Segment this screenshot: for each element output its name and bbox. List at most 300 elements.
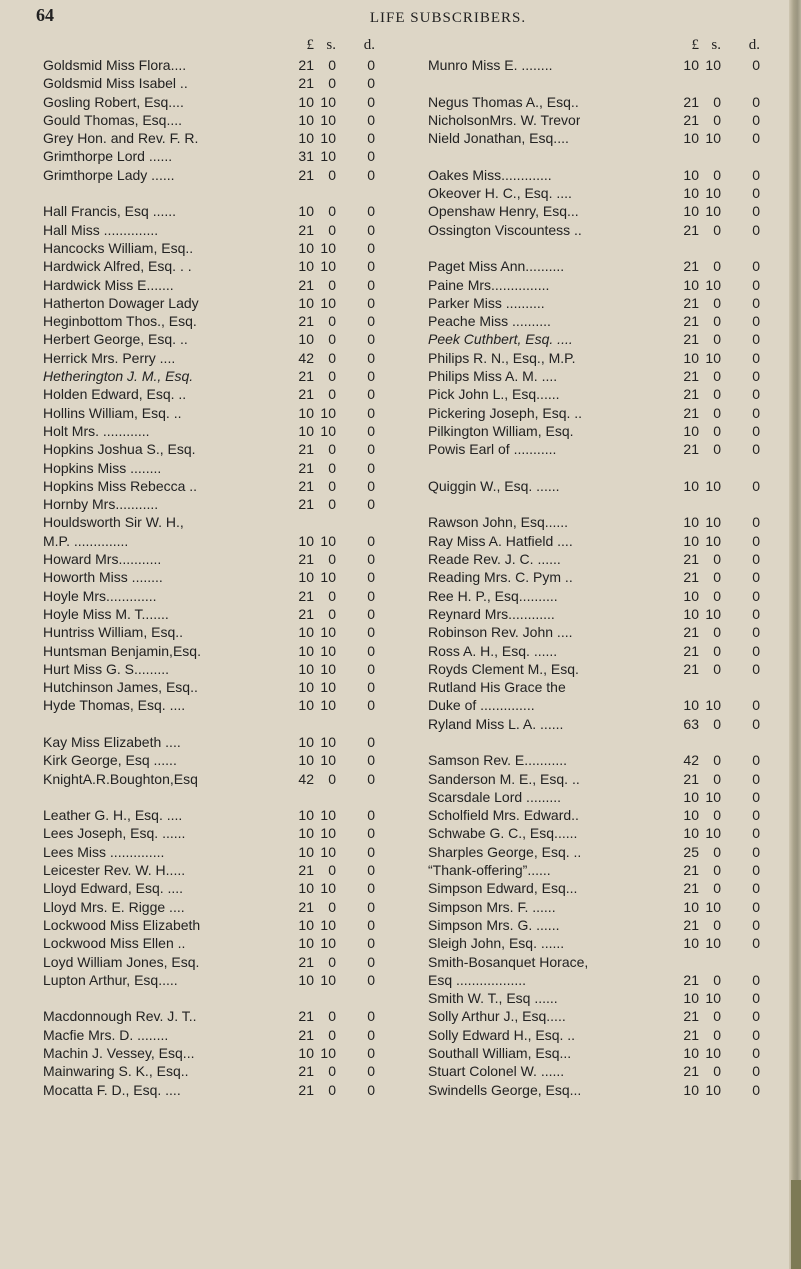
subscriber-row <box>43 843 375 861</box>
pounds-amount: 21 <box>298 368 314 385</box>
subscriber-name: Ray Miss A. Hatfield .... <box>428 532 573 549</box>
subscriber-row <box>428 93 760 111</box>
pence-amount: 0 <box>367 1081 375 1098</box>
subscriber-name: Paine Mrs............... <box>428 276 550 293</box>
shillings-amount: 0 <box>328 953 336 970</box>
pounds-amount: 21 <box>298 898 314 915</box>
pounds-amount: 10 <box>683 477 699 494</box>
subscriber-name: Hopkins Miss ........ <box>43 459 162 476</box>
subscriber-name: Negus Thomas A., Esq.. <box>428 93 579 110</box>
subscriber-row <box>428 568 760 586</box>
subscriber-name: Sanderson M. E., Esq. .. <box>428 770 580 787</box>
shillings-amount: 10 <box>320 660 336 677</box>
running-head: LIFE SUBSCRIBERS. <box>369 10 527 26</box>
pence-amount: 0 <box>752 715 760 732</box>
pounds-amount: 31 <box>298 148 314 165</box>
pence-amount: 0 <box>752 862 760 879</box>
shillings-amount: 0 <box>713 807 721 824</box>
left-column <box>43 37 375 1099</box>
shillings-amount: 0 <box>713 551 721 568</box>
shillings-amount: 10 <box>320 752 336 769</box>
shillings-amount: 10 <box>320 93 336 110</box>
subscriber-row <box>43 56 375 74</box>
subscriber-name: Hetherington J. M., Esq. <box>43 368 194 385</box>
pounds-amount: 21 <box>683 624 699 641</box>
pounds-amount: 10 <box>298 916 314 933</box>
pounds-amount: 10 <box>683 697 699 714</box>
subscriber-row <box>428 184 760 202</box>
subscriber-row <box>43 166 375 184</box>
shillings-amount: 0 <box>328 1063 336 1080</box>
subscriber-name: Hopkins Joshua S., Esq. <box>43 441 196 458</box>
shillings-amount: 0 <box>328 441 336 458</box>
pence-amount: 0 <box>752 532 760 549</box>
shillings-amount: 10 <box>320 843 336 860</box>
pounds-amount: 10 <box>683 203 699 220</box>
subscriber-name: Royds Clement M., Esq. <box>428 660 579 677</box>
shillings-amount: 10 <box>320 294 336 311</box>
subscriber-row <box>428 916 760 934</box>
subscriber-row <box>43 806 375 824</box>
subscriber-name: Ryland Miss L. A. ...... <box>428 715 564 732</box>
subscriber-name: Hall Miss .............. <box>43 221 159 238</box>
pence-amount: 0 <box>367 313 375 330</box>
shillings-amount: 10 <box>320 239 336 256</box>
pounds-amount: 25 <box>683 843 699 860</box>
pence-amount: 0 <box>752 971 760 988</box>
shillings-amount: 10 <box>705 276 721 293</box>
shillings-amount: 10 <box>705 514 721 531</box>
subscriber-name: Hatherton Dowager Lady <box>43 294 199 311</box>
shillings-amount: 10 <box>320 733 336 750</box>
pence-amount: 0 <box>367 477 375 494</box>
subscriber-row <box>428 404 760 422</box>
pounds-amount: 21 <box>298 1008 314 1025</box>
pounds-amount: 21 <box>298 1026 314 1043</box>
pounds-amount: 10 <box>298 642 314 659</box>
pounds-amount: 21 <box>683 404 699 421</box>
shillings-amount: 0 <box>713 642 721 659</box>
subscriber-name: Pilkington William, Esq. <box>428 422 574 439</box>
shillings-amount: 0 <box>713 752 721 769</box>
subscriber-row <box>428 605 760 623</box>
pence-amount: 0 <box>367 770 375 787</box>
subscriber-row <box>43 678 375 696</box>
subscriber-name: Kirk George, Esq ...... <box>43 752 177 769</box>
shillings-amount: 0 <box>713 1063 721 1080</box>
pounds-amount: 21 <box>683 880 699 897</box>
shillings-amount: 0 <box>713 587 721 604</box>
pence-amount: 0 <box>367 203 375 220</box>
subscriber-name: Hoyle Miss M. T....... <box>43 605 169 622</box>
shillings-amount: 0 <box>328 1008 336 1025</box>
pence-header: d. <box>748 37 760 53</box>
subscriber-row <box>43 74 375 92</box>
pence-amount: 0 <box>367 733 375 750</box>
pence-amount: 0 <box>367 605 375 622</box>
subscriber-name: Parker Miss .......... <box>428 294 545 311</box>
pounds-amount: 10 <box>298 239 314 256</box>
pence-amount: 0 <box>752 368 760 385</box>
shillings-amount: 10 <box>320 825 336 842</box>
subscriber-name: “Thank-offering”...... <box>428 862 551 879</box>
subscriber-name: Smith-Bosanquet Horace, <box>428 953 589 970</box>
shillings-amount: 0 <box>328 349 336 366</box>
shillings-amount: 10 <box>705 1045 721 1062</box>
subscriber-name: Hardwick Alfred, Esq. . . <box>43 258 192 275</box>
subscriber-row <box>43 129 375 147</box>
shillings-amount: 0 <box>328 57 336 73</box>
subscriber-name: Lloyd Edward, Esq. .... <box>43 880 184 897</box>
pence-amount: 0 <box>752 166 760 183</box>
shillings-amount: 0 <box>713 331 721 348</box>
page-edge <box>789 0 801 1269</box>
subscriber-row <box>43 495 375 513</box>
pounds-amount: 42 <box>298 349 314 366</box>
pence-amount: 0 <box>752 605 760 622</box>
subscriber-name: Mocatta F. D., Esq. .... <box>43 1081 181 1098</box>
subscriber-row <box>43 367 375 385</box>
subscriber-name: Hopkins Miss Rebecca .. <box>43 477 198 494</box>
pence-amount: 0 <box>367 935 375 952</box>
pence-amount: 0 <box>367 349 375 366</box>
subscriber-name: Sharples George, Esq. .. <box>428 843 582 860</box>
subscriber-name: Lockwood Miss Ellen .. <box>43 935 186 952</box>
pence-amount: 0 <box>752 1045 760 1062</box>
subscriber-row <box>428 971 760 989</box>
subscriber-row <box>43 532 375 550</box>
subscriber-name: Howorth Miss ........ <box>43 569 163 586</box>
subscriber-name: Reade Rev. J. C. ...... <box>428 551 561 568</box>
subscriber-row <box>43 312 375 330</box>
pounds-amount: 21 <box>298 386 314 403</box>
pence-amount: 0 <box>367 422 375 439</box>
subscriber-row <box>43 824 375 842</box>
subscriber-row <box>428 623 760 641</box>
subscriber-name: Macdonnough Rev. J. T.. <box>43 1008 197 1025</box>
subscriber-name: Herrick Mrs. Perry .... <box>43 349 176 366</box>
pounds-amount: 10 <box>298 733 314 750</box>
subscriber-name: Simpson Mrs. G. ...... <box>428 916 560 933</box>
pounds-amount: 21 <box>298 221 314 238</box>
pence-amount: 0 <box>367 532 375 549</box>
pence-amount: 0 <box>752 788 760 805</box>
subscriber-name: Simpson Edward, Esq... <box>428 880 578 897</box>
subscriber-row <box>428 751 760 769</box>
subscriber-row <box>428 349 760 367</box>
pounds-amount: 21 <box>298 862 314 879</box>
shillings-amount: 10 <box>320 971 336 988</box>
pounds-amount: 10 <box>298 825 314 842</box>
subscriber-name: Gosling Robert, Esq.... <box>43 93 184 110</box>
subscriber-row <box>43 1081 375 1099</box>
pounds-amount: 21 <box>298 605 314 622</box>
subscriber-name: Holt Mrs. ............ <box>43 422 150 439</box>
subscriber-name: Solly Edward H., Esq. .. <box>428 1026 576 1043</box>
subscriber-row <box>43 440 375 458</box>
subscriber-row <box>428 477 760 495</box>
pence-amount: 0 <box>367 221 375 238</box>
subscriber-row <box>428 513 760 531</box>
currency-header-left <box>43 37 375 56</box>
pence-amount: 0 <box>752 1026 760 1043</box>
subscriber-row <box>43 147 375 165</box>
pounds-amount: 10 <box>683 276 699 293</box>
subscriber-row <box>43 898 375 916</box>
shillings-amount: 0 <box>328 477 336 494</box>
subscriber-name: Pickering Joseph, Esq. .. <box>428 404 583 421</box>
pounds-amount: 21 <box>683 221 699 238</box>
pence-amount: 0 <box>367 258 375 275</box>
subscriber-row <box>428 56 760 74</box>
subscriber-name: Esq .................. <box>428 971 527 988</box>
subscriber-row <box>43 550 375 568</box>
shillings-amount: 10 <box>705 990 721 1007</box>
subscriber-row <box>43 660 375 678</box>
subscriber-row <box>428 587 760 605</box>
pounds-amount: 10 <box>298 569 314 586</box>
shillings-amount: 0 <box>713 1026 721 1043</box>
subscriber-row <box>428 129 760 147</box>
shillings-amount: 0 <box>713 166 721 183</box>
subscriber-row <box>428 257 760 275</box>
subscriber-name: Munro Miss E. ........ <box>428 57 553 73</box>
pence-amount: 0 <box>367 459 375 476</box>
shillings-amount: 0 <box>328 313 336 330</box>
subscriber-name: Huntriss William, Esq.. <box>43 624 184 641</box>
pounds-amount: 21 <box>683 660 699 677</box>
pence-amount: 0 <box>367 752 375 769</box>
shillings-amount: 0 <box>328 368 336 385</box>
subscriber-row <box>43 751 375 769</box>
pence-amount: 0 <box>367 971 375 988</box>
right-column <box>428 37 760 1099</box>
pence-amount: 0 <box>752 185 760 202</box>
shillings-amount: 0 <box>713 862 721 879</box>
subscriber-name: Grimthorpe Lord ...... <box>43 148 173 165</box>
subscriber-row <box>428 111 760 129</box>
pounds-amount: 10 <box>298 294 314 311</box>
subscriber-name: Ree H. P., Esq.......... <box>428 587 558 604</box>
subscriber-name: Macfie Mrs. D. ........ <box>43 1026 169 1043</box>
pounds-amount: 10 <box>298 258 314 275</box>
shillings-amount: 10 <box>705 349 721 366</box>
pence-amount: 0 <box>752 349 760 366</box>
pence-amount: 0 <box>752 587 760 604</box>
shillings-amount: 0 <box>328 770 336 787</box>
subscriber-row <box>43 587 375 605</box>
pence-amount: 0 <box>367 825 375 842</box>
page-edge-shadow <box>791 1180 801 1269</box>
subscriber-name: Smith W. T., Esq ...... <box>428 990 558 1007</box>
pence-amount: 0 <box>367 843 375 860</box>
pounds-amount: 10 <box>683 130 699 147</box>
subscriber-name: Hollins William, Esq. .. <box>43 404 182 421</box>
pence-amount: 0 <box>752 331 760 348</box>
subscriber-name: Philips R. N., Esq., M.P. <box>428 349 576 366</box>
pounds-amount: 21 <box>683 1063 699 1080</box>
subscriber-row <box>428 276 760 294</box>
pence-amount: 0 <box>752 313 760 330</box>
pounds-amount: 21 <box>683 441 699 458</box>
pence-amount: 0 <box>367 660 375 677</box>
pence-amount: 0 <box>752 1008 760 1025</box>
subscriber-row <box>43 221 375 239</box>
shillings-amount: 0 <box>328 203 336 220</box>
shillings-amount: 0 <box>328 166 336 183</box>
pounds-amount: 10 <box>683 788 699 805</box>
pence-amount: 0 <box>367 862 375 879</box>
subscriber-row <box>43 879 375 897</box>
pounds-amount: 10 <box>298 624 314 641</box>
shillings-amount: 0 <box>713 770 721 787</box>
subscriber-row <box>43 1062 375 1080</box>
subscriber-name: Quiggin W., Esq. ...... <box>428 477 560 494</box>
subscriber-name: Philips Miss A. M. .... <box>428 368 558 385</box>
pence-amount: 0 <box>752 843 760 860</box>
shillings-amount: 10 <box>705 57 721 73</box>
subscriber-row <box>428 861 760 879</box>
pence-amount: 0 <box>752 404 760 421</box>
pounds-amount: 21 <box>683 368 699 385</box>
subscriber-name: Powis Earl of ........... <box>428 441 557 458</box>
subscriber-row <box>428 934 760 952</box>
pounds-amount: 10 <box>683 935 699 952</box>
subscriber-name: Hall Francis, Esq ...... <box>43 203 177 220</box>
pence-amount: 0 <box>752 130 760 147</box>
subscriber-name: Oakes Miss............. <box>428 166 552 183</box>
subscriber-name: M.P. .............. <box>43 532 129 549</box>
subscriber-name: Machin J. Vessey, Esq... <box>43 1045 195 1062</box>
shillings-amount: 10 <box>705 935 721 952</box>
subscriber-row <box>428 1026 760 1044</box>
pounds-amount: 10 <box>298 880 314 897</box>
shillings-amount: 10 <box>320 916 336 933</box>
pounds-amount: 10 <box>298 532 314 549</box>
subscriber-row <box>43 605 375 623</box>
pence-amount: 0 <box>367 1045 375 1062</box>
pounds-amount: 63 <box>683 715 699 732</box>
pounds-amount: 21 <box>298 313 314 330</box>
subscriber-list-right <box>428 56 760 1099</box>
shillings-amount: 0 <box>713 441 721 458</box>
pence-amount: 0 <box>752 880 760 897</box>
shillings-amount: 0 <box>713 313 721 330</box>
subscriber-name: Pick John L., Esq...... <box>428 386 560 403</box>
pence-amount: 0 <box>752 386 760 403</box>
pence-amount: 0 <box>367 569 375 586</box>
subscriber-row <box>43 568 375 586</box>
subscriber-name: Hornby Mrs........... <box>43 496 159 513</box>
shillings-amount: 10 <box>705 532 721 549</box>
shillings-amount: 0 <box>713 569 721 586</box>
pence-amount: 0 <box>367 953 375 970</box>
subscriber-name: Paget Miss Ann.......... <box>428 258 565 275</box>
subscriber-name: Hoyle Mrs............. <box>43 587 157 604</box>
shillings-amount: 0 <box>328 551 336 568</box>
shillings-amount: 0 <box>328 862 336 879</box>
subscriber-name: Rutland His Grace the <box>428 679 566 696</box>
pounds-amount: 21 <box>683 331 699 348</box>
pence-amount: 0 <box>367 166 375 183</box>
subscriber-row <box>428 532 760 550</box>
shillings-amount: 10 <box>705 185 721 202</box>
pounds-amount: 10 <box>683 1081 699 1098</box>
pence-amount: 0 <box>752 770 760 787</box>
pence-amount: 0 <box>752 1063 760 1080</box>
pence-amount: 0 <box>752 624 760 641</box>
subscriber-name: Lees Joseph, Esq. ...... <box>43 825 186 842</box>
subscriber-name: Houldsworth Sir W. H., <box>43 514 184 531</box>
pounds-amount: 21 <box>298 276 314 293</box>
subscriber-name: Ross A. H., Esq. ...... <box>428 642 558 659</box>
pounds-amount: 21 <box>683 93 699 110</box>
subscriber-row <box>43 770 375 788</box>
subscriber-name: Hutchinson James, Esq.. <box>43 679 198 696</box>
pence-amount: 0 <box>367 57 375 73</box>
pounds-amount: 10 <box>298 404 314 421</box>
shillings-amount: 0 <box>713 258 721 275</box>
subscriber-name: Goldsmid Miss Isabel .. <box>43 75 188 92</box>
shillings-header: s. <box>711 37 721 53</box>
shillings-amount: 0 <box>713 404 721 421</box>
subscriber-row <box>428 953 760 971</box>
subscriber-name: Okeover H. C., Esq. .... <box>428 185 572 202</box>
subscriber-row <box>43 861 375 879</box>
pounds-amount: 10 <box>683 166 699 183</box>
shillings-amount: 10 <box>320 569 336 586</box>
pounds-amount: 10 <box>298 971 314 988</box>
pence-amount: 0 <box>367 93 375 110</box>
subscriber-row <box>428 385 760 403</box>
pounds-amount: 10 <box>298 660 314 677</box>
subscriber-name: Simpson Mrs. F. ...... <box>428 898 556 915</box>
pounds-amount: 21 <box>683 294 699 311</box>
pence-amount: 0 <box>752 898 760 915</box>
subscriber-row <box>428 422 760 440</box>
subscriber-row <box>428 1044 760 1062</box>
shillings-amount: 0 <box>328 587 336 604</box>
pence-amount: 0 <box>752 990 760 1007</box>
page-number: 64 <box>36 5 54 25</box>
pounds-amount: 21 <box>683 111 699 128</box>
subscriber-row <box>428 1081 760 1099</box>
subscriber-row <box>43 513 375 531</box>
shillings-amount: 10 <box>320 1045 336 1062</box>
pounds-amount: 10 <box>298 130 314 147</box>
subscriber-name: Loyd William Jones, Esq. <box>43 953 200 970</box>
subscriber-name: Holden Edward, Esq. .. <box>43 386 187 403</box>
subscriber-row <box>43 294 375 312</box>
pounds-amount: 21 <box>298 587 314 604</box>
shillings-amount: 0 <box>713 221 721 238</box>
subscriber-row <box>428 824 760 842</box>
subscriber-row <box>428 696 760 714</box>
shillings-amount: 10 <box>320 807 336 824</box>
pounds-amount: 21 <box>683 1008 699 1025</box>
pence-amount: 0 <box>752 807 760 824</box>
pence-amount: 0 <box>367 916 375 933</box>
subscriber-row <box>43 404 375 422</box>
pence-amount: 0 <box>752 422 760 439</box>
subscriber-row <box>428 1007 760 1025</box>
subscriber-row <box>43 1026 375 1044</box>
subscriber-name: Lupton Arthur, Esq..... <box>43 971 178 988</box>
subscriber-row <box>43 934 375 952</box>
subscriber-name: Swindells George, Esq... <box>428 1081 582 1098</box>
pence-amount: 0 <box>752 551 760 568</box>
shillings-amount: 0 <box>328 331 336 348</box>
